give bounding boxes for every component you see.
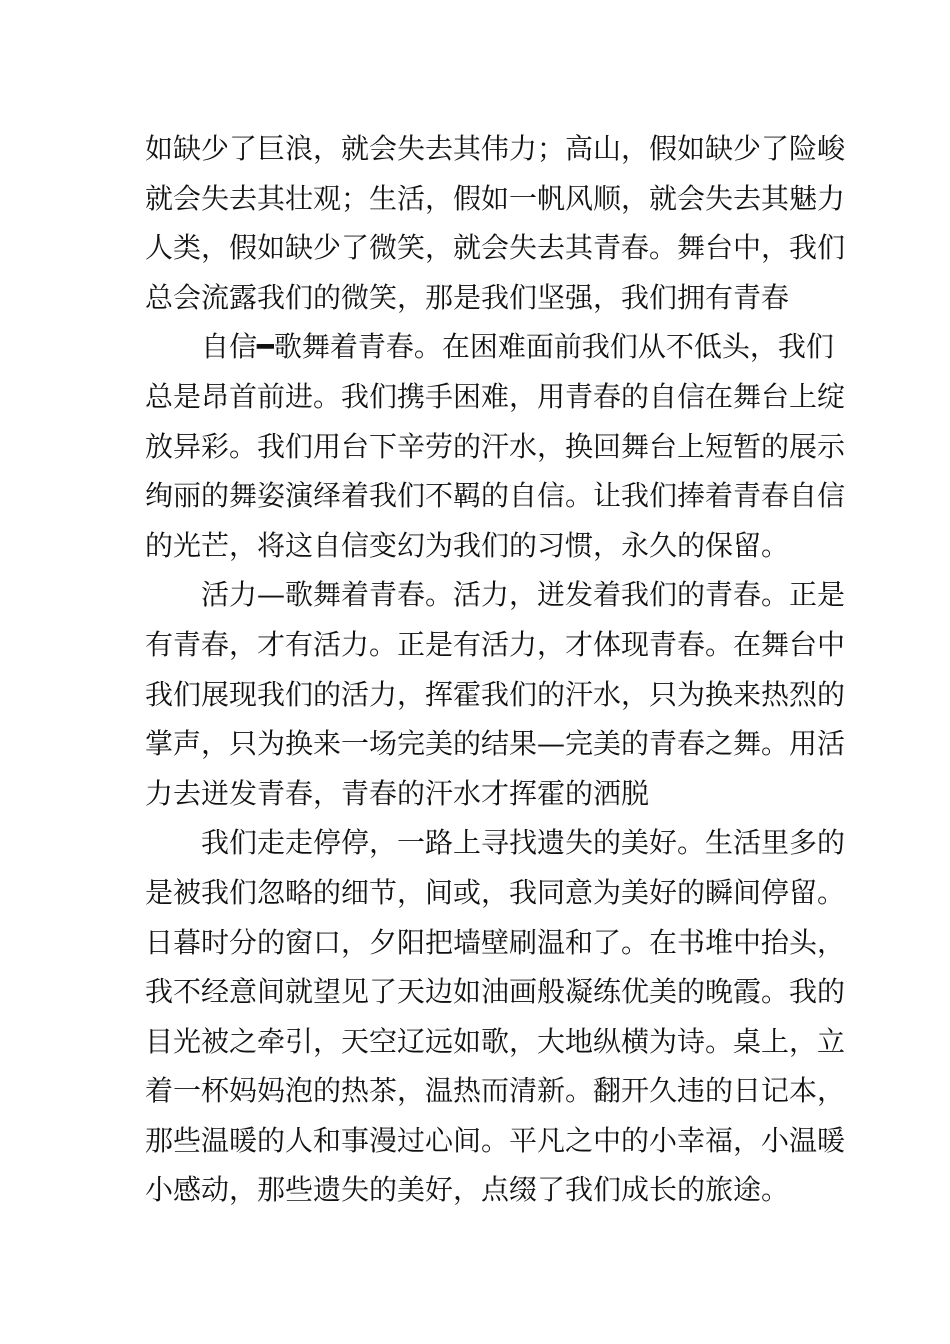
text-line: 着一杯妈妈泡的热茶，温热而清新。翻开久违的日记本， bbox=[145, 1074, 846, 1108]
text-line: 人类，假如缺少了微笑，就会失去其青春。舞台中，我们 bbox=[145, 231, 846, 265]
text-line: 活力—歌舞着青春。活力，迸发着我们的青春。正是 bbox=[201, 578, 846, 612]
text-line: 目光被之牵引，天空辽远如歌，大地纵横为诗。桌上，立 bbox=[145, 1024, 846, 1058]
text-line: 绚丽的舞姿演绎着我们不羁的自信。让我们捧着青春自信 bbox=[145, 479, 846, 513]
text-line: 总会流露我们的微笑，那是我们坚强，我们拥有青春 bbox=[145, 280, 790, 314]
text-line: 掌声，只为换来一场完美的结果—完美的青春之舞。用活 bbox=[145, 727, 846, 761]
text-line: 的光芒，将这自信变幻为我们的习惯，永久的保留。 bbox=[145, 528, 790, 562]
text-line: 那些温暖的人和事漫过心间。平凡之中的小幸福，小温暖 bbox=[145, 1123, 846, 1157]
text-line: 我们走走停停，一路上寻找遗失的美好。生活里多的 bbox=[201, 826, 846, 860]
text-line: 我不经意间就望见了天边如油画般凝练优美的晚霞。我的 bbox=[145, 975, 846, 1009]
text-line: 有青春，才有活力。正是有活力，才体现青春。在舞台中 bbox=[145, 627, 846, 661]
text-line: 日暮时分的窗口，夕阳把墙壁刷温和了。在书堆中抬头， bbox=[145, 925, 846, 959]
text-line: 如缺少了巨浪，就会失去其伟力；高山，假如缺少了险峻 bbox=[145, 132, 846, 165]
text-line: 总是昂首前进。我们携手困难，用青春的自信在舞台上绽 bbox=[145, 379, 846, 413]
body-text bbox=[145, 124, 846, 1215]
text-line: 就会失去其壮观；生活，假如一帆风顺，就会失去其魅力 bbox=[145, 181, 846, 215]
text-line: 小感动，那些遗失的美好，点缀了我们成长的旅途。 bbox=[145, 1173, 790, 1207]
text-line: 力去迸发青春，青春的汗水才挥霍的洒脱 bbox=[145, 776, 650, 810]
text-line: 放异彩。我们用台下辛劳的汗水，换回舞台上短暂的展示 bbox=[145, 429, 846, 463]
text-line: 自信━歌舞着青春。在困难面前我们从不低头，我们 bbox=[201, 330, 834, 364]
text-line: 我们展现我们的活力，挥霍我们的汗水，只为换来热烈的 bbox=[145, 677, 846, 711]
text-line: 是被我们忽略的细节，间或，我同意为美好的瞬间停留。 bbox=[145, 875, 846, 909]
